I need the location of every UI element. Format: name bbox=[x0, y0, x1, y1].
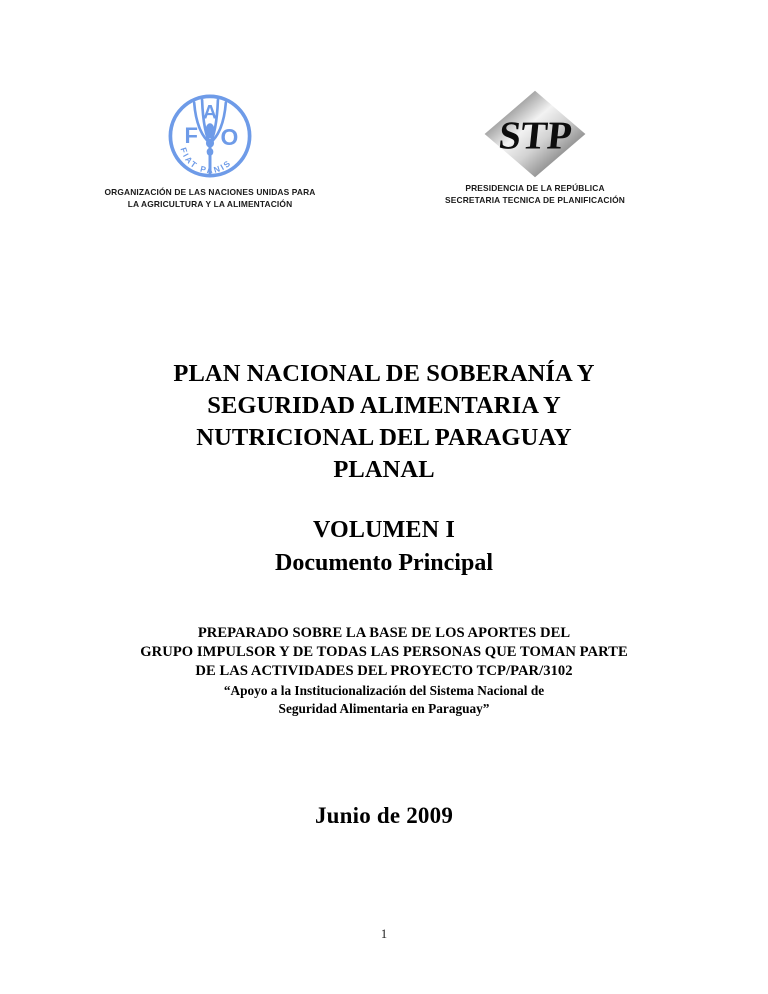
fao-emblem-icon bbox=[55, 88, 365, 180]
prepared-line-1: PREPARADO SOBRE LA BASE DE LOS APORTES DEL bbox=[197, 625, 571, 641]
stp-caption-line1: PRESIDENCIA DE LA REPÚBLICA bbox=[465, 183, 605, 193]
title-line-2: SEGURIDAD ALIMENTARIA Y bbox=[207, 391, 561, 419]
stp-diamond-icon bbox=[400, 88, 670, 180]
prepared-line-2: GRUPO IMPULSOR Y DE TODAS LAS PERSONAS QUE TOMAN PARTE bbox=[140, 643, 628, 660]
project-quote-line-1: “Apoyo a la Institucionalización del Sistema Nacional de bbox=[223, 682, 545, 698]
fao-caption-line2: LA AGRICULTURA Y LA ALIMENTACIÓN bbox=[127, 198, 293, 209]
page-title bbox=[84, 358, 684, 485]
stp-logo-block bbox=[400, 88, 670, 206]
publication-date: Junio de 2009 bbox=[314, 803, 454, 828]
project-quote-line-2: Seguridad Alimentaria en Paraguay” bbox=[278, 700, 490, 716]
volume-block bbox=[84, 515, 684, 579]
title-line-4: PLANAL bbox=[333, 455, 435, 483]
volume-label: VOLUMEN I bbox=[313, 517, 455, 543]
logo-header-band bbox=[0, 88, 768, 218]
stp-caption bbox=[400, 183, 670, 206]
title-line-1: PLAN NACIONAL DE SOBERANÍA Y bbox=[173, 360, 595, 387]
svg-text:F: F bbox=[184, 123, 198, 149]
fao-caption-line1: ORGANIZACIÓN DE LAS NACIONES UNIDAS PARA bbox=[104, 187, 316, 197]
fao-caption bbox=[55, 187, 365, 210]
title-line-3: NUTRICIONAL DEL PARAGUAY bbox=[196, 423, 572, 451]
page-number: 1 bbox=[380, 927, 388, 941]
svg-text:FIAT PANIS: FIAT PANIS bbox=[178, 146, 234, 176]
volume-subtitle: Documento Principal bbox=[275, 549, 493, 576]
prepared-by-block bbox=[64, 624, 704, 717]
svg-text:STP: STP bbox=[496, 113, 574, 158]
stp-caption-line2: SECRETARIA TECNICA DE PLANIFICACIÓN bbox=[445, 194, 625, 205]
prepared-line-3: DE LAS ACTIVIDADES DEL PROYECTO TCP/PAR/3102 bbox=[195, 662, 573, 679]
svg-text:O: O bbox=[220, 123, 239, 150]
fao-logo-block bbox=[55, 88, 365, 210]
svg-text:A: A bbox=[202, 101, 217, 124]
